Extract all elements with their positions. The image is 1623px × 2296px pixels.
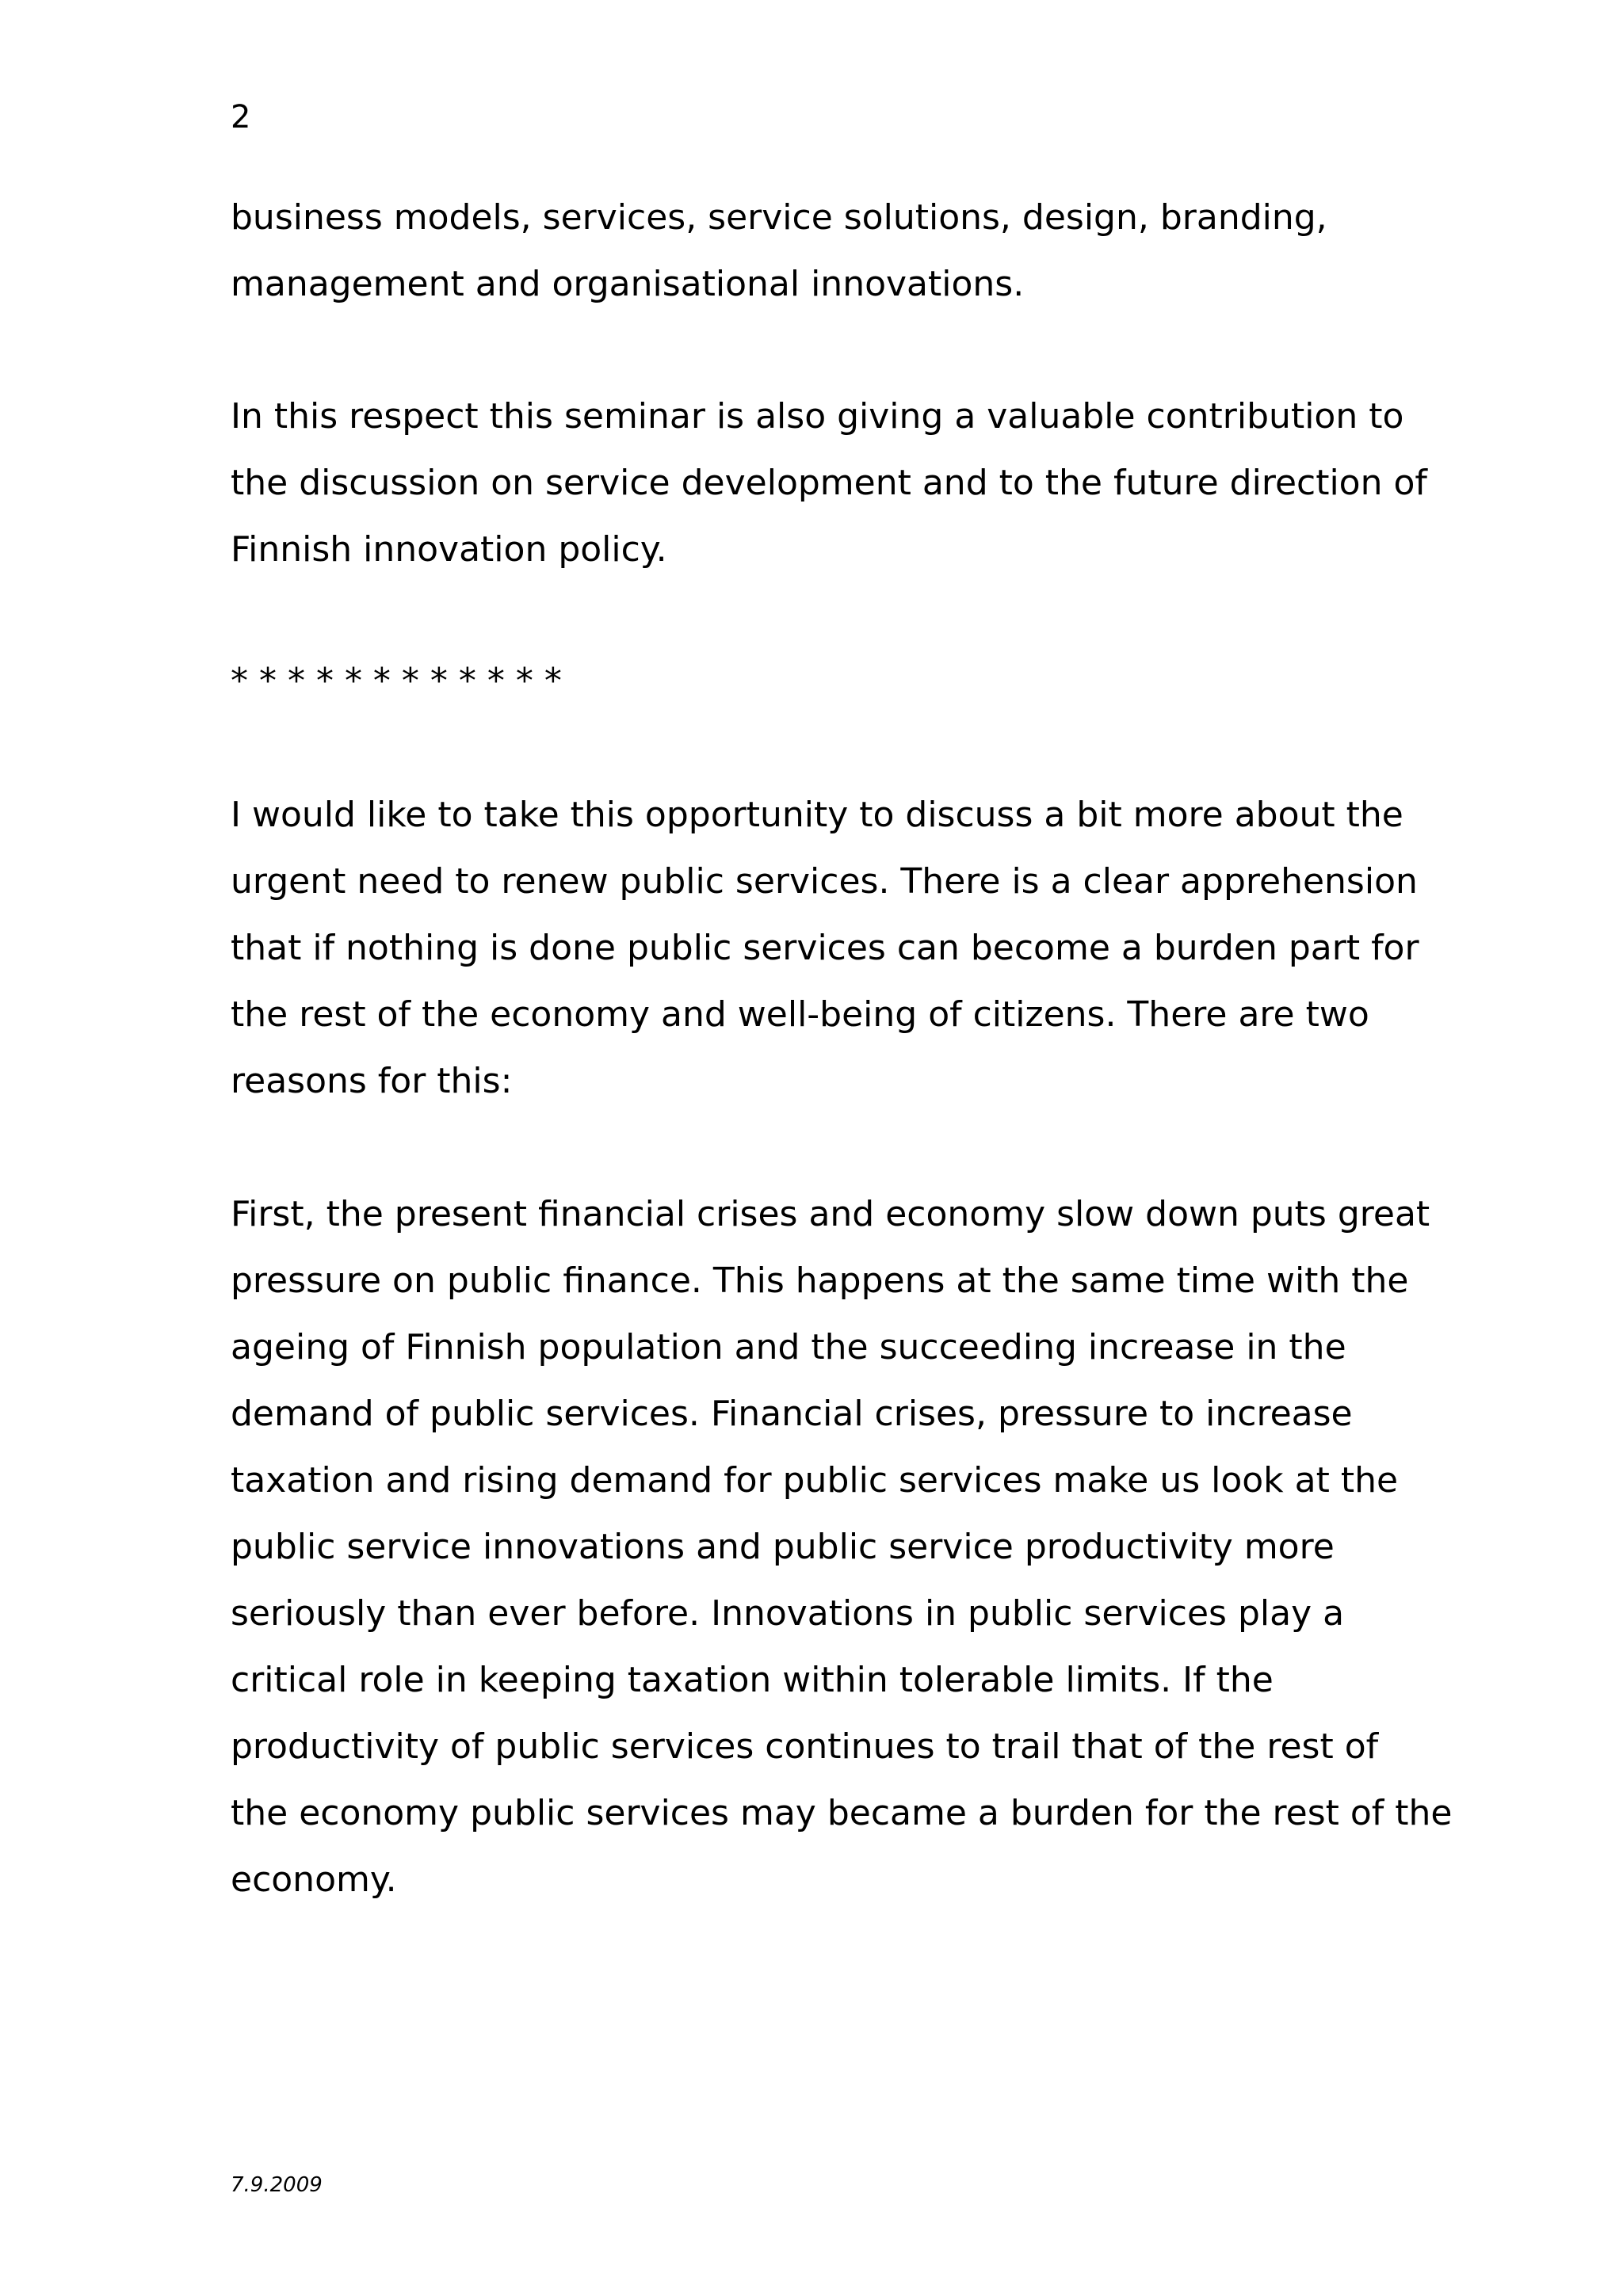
footer-date: 7.9.2009: [231, 2173, 323, 2197]
text-line: that if nothing is done public services can become a burden part for: [231, 928, 1419, 968]
paragraph-3: [231, 782, 1451, 1115]
text-line: economy.: [231, 1859, 397, 1900]
paragraph-2: [231, 383, 1451, 583]
text-line: urgent need to renew public services. There is a clear apprehension: [231, 861, 1418, 902]
text-line: I would like to take this opportunity to discuss a bit more about the: [231, 795, 1403, 835]
text-line: In this respect this seminar is also giving a valuable contribution to: [231, 396, 1404, 437]
text-line: the discussion on service development and to the future direction of: [231, 463, 1427, 503]
text-line: business models, services, service solutions, design, branding,: [231, 197, 1327, 238]
asterisk-separator: [231, 648, 1451, 715]
text-line: reasons for this:: [231, 1061, 513, 1101]
text-line: ageing of Finnish population and the succeeding increase in the: [231, 1327, 1346, 1367]
text-line: Finnish innovation policy.: [231, 529, 667, 570]
text-line: critical role in keeping taxation within tolerable limits. If the: [231, 1660, 1274, 1700]
separator-line: * * * * * * * * * * * *: [231, 661, 562, 701]
text-line: demand of public services. Financial crises, pressure to increase: [231, 1394, 1353, 1434]
text-line: pressure on public finance. This happens at the same time with the: [231, 1261, 1409, 1301]
text-line: First, the present financial crises and economy slow down puts great: [231, 1194, 1430, 1234]
paragraph-1: [231, 185, 1451, 318]
text-line: public service innovations and public service productivity more: [231, 1527, 1335, 1567]
text-line: the economy public services may became a burden for the rest of the: [231, 1793, 1453, 1833]
text-line: management and organisational innovations.: [231, 264, 1025, 304]
text-line: taxation and rising demand for public services make us look at the: [231, 1460, 1399, 1501]
page-number: 2: [231, 99, 251, 135]
text-line: the rest of the economy and well-being of citizens. There are two: [231, 994, 1369, 1035]
paragraph-4: [231, 1181, 1451, 1913]
text-line: productivity of public services continues to trail that of the rest of: [231, 1726, 1379, 1767]
text-line: seriously than ever before. Innovations in public services play a: [231, 1593, 1345, 1634]
